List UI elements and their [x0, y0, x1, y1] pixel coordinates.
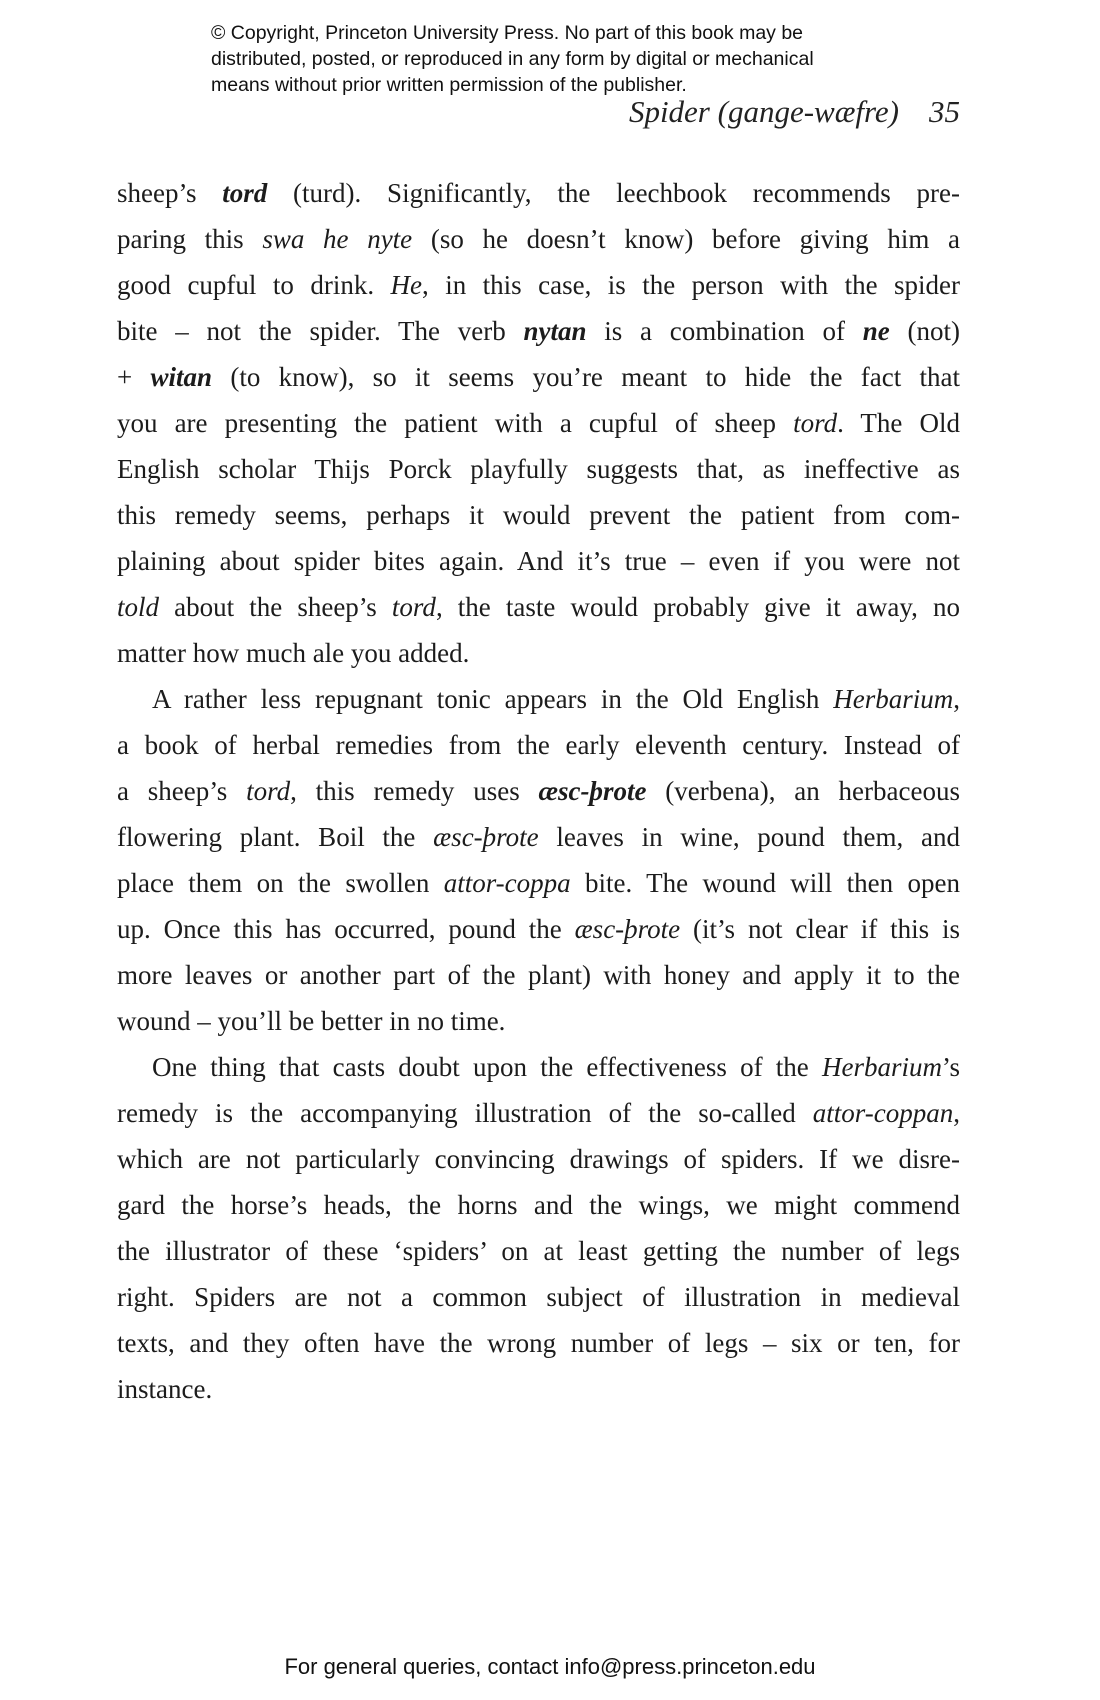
copyright-notice: [211, 20, 931, 98]
text-line: + witan (to know), so it seems you’re meant to hide the fact that: [117, 362, 960, 392]
copyright-line-1: © Copyright, Princeton University Press. No part of this book may be: [211, 22, 804, 44]
text-line: place them on the swollen attor-coppa bite. The wound will then open: [117, 868, 960, 898]
italic-term: attor-coppan: [812, 1098, 954, 1128]
old-english-term: æsc-þrote: [538, 776, 647, 806]
italic-term: tord: [391, 592, 436, 622]
italic-term: Herbarium: [821, 1052, 942, 1082]
text-line: which are not particularly convincing drawings of spiders. If we disre-: [117, 1144, 960, 1174]
italic-term: tord: [246, 776, 291, 806]
footer-contact: For general queries, contact info@press.princeton.edu: [284, 1654, 816, 1679]
page-number: 35: [929, 94, 960, 129]
running-head: [629, 94, 960, 130]
body-text: [117, 170, 960, 1412]
old-english-term: ne: [862, 316, 890, 346]
text-line: bite – not the spider. The verb nytan is a combination of ne (not): [117, 316, 961, 346]
old-english-term: tord: [222, 178, 268, 208]
text-line: sheep’s tord (turd). Significantly, the leechbook recommends pre-: [117, 178, 961, 208]
italic-term: swa he nyte: [262, 224, 413, 254]
italic-term: æsc-þrote: [574, 914, 681, 944]
text-line: the illustrator of these ‘spiders’ on at least getting the number of legs: [117, 1236, 960, 1266]
text-line: paring this swa he nyte (so he doesn’t know) before giving him a: [117, 224, 960, 254]
old-english-term: nytan: [523, 316, 587, 346]
text-line: up. Once this has occurred, pound the æsc-þrote (it’s not clear if this is: [117, 914, 960, 944]
text-line: this remedy seems, perhaps it would prevent the patient from com-: [117, 500, 960, 530]
italic-term: æsc-þrote: [433, 822, 539, 852]
text-line: more leaves or another part of the plant) with honey and apply it to the: [117, 960, 960, 990]
text-line: One thing that casts doubt upon the effectiveness of the Herbarium’s: [152, 1052, 960, 1082]
text-line: A rather less repugnant tonic appears in the Old English Herbarium,: [152, 684, 960, 714]
text-line: English scholar Thijs Porck playfully suggests that, as ineffective as: [117, 454, 960, 484]
text-line: texts, and they often have the wrong number of legs – six or ten, for: [117, 1328, 960, 1358]
paragraph: [117, 676, 960, 1044]
italic-term: tord: [793, 408, 838, 438]
text-line: flowering plant. Boil the æsc-þrote leaves in wine, pound them, and: [117, 822, 961, 852]
italic-term: told: [117, 592, 160, 622]
text-line: matter how much ale you added.: [117, 638, 470, 668]
text-line: wound – you’ll be better in no time.: [117, 1006, 506, 1036]
text-line: a sheep’s tord, this remedy uses æsc-þrote (verbena), an herbaceous: [117, 776, 960, 806]
copyright-line-3: means without prior written permission of the publisher.: [211, 74, 687, 96]
italic-term: He: [390, 270, 423, 300]
text-line: instance.: [117, 1374, 213, 1404]
running-head-title: Spider (gange-wæfre): [628, 94, 899, 129]
text-line: gard the horse’s heads, the horns and the wings, we might commend: [117, 1190, 960, 1220]
text-line: told about the sheep’s tord, the taste would probably give it away, no: [117, 592, 960, 622]
text-line: right. Spiders are not a common subject of illustration in medieval: [117, 1282, 960, 1312]
old-english-term: witan: [150, 362, 213, 392]
italic-term: Herbarium: [833, 684, 954, 714]
text-line: good cupful to drink. He, in this case, is the person with the spider: [117, 270, 960, 300]
text-line: remedy is the accompanying illustration of the so-called attor-coppan,: [117, 1098, 960, 1128]
text-line: plaining about spider bites again. And it’s true – even if you were not: [117, 546, 960, 576]
text-line: a book of herbal remedies from the early eleventh century. Instead of: [117, 730, 960, 760]
paragraph: [117, 1044, 960, 1412]
copyright-line-2: distributed, posted, or reproduced in any form by digital or mechanical: [211, 48, 814, 70]
paragraph: [117, 170, 960, 676]
italic-term: attor-coppa: [443, 868, 571, 898]
text-line: you are presenting the patient with a cupful of sheep tord. The Old: [117, 408, 960, 438]
